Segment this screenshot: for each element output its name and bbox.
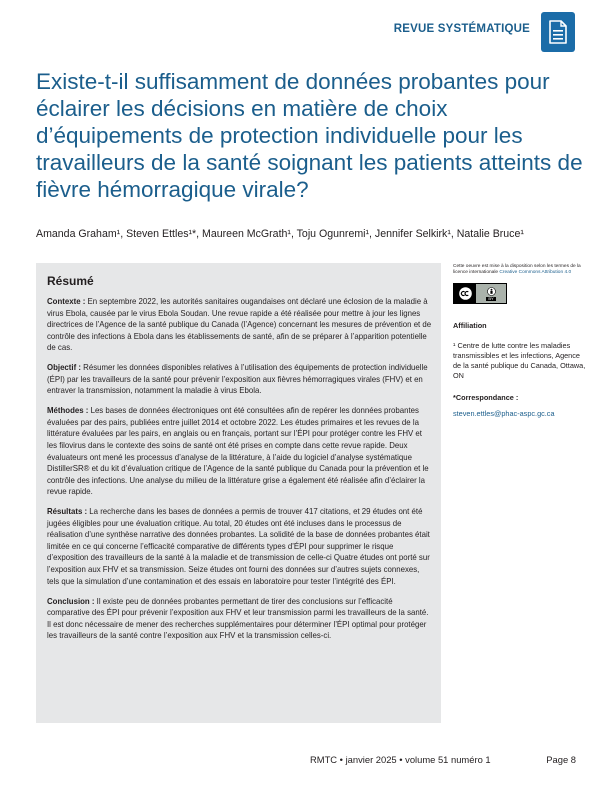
abstract-methods [47, 405, 432, 497]
footer-journal-info: RMTC • janvier 2025 • volume 51 numéro 1 [310, 754, 491, 765]
document-icon [549, 20, 567, 44]
abstract-conclusion [47, 596, 432, 642]
correspondence-heading: *Correspondance : [453, 393, 519, 403]
section-label-objective: Objectif : [47, 363, 81, 373]
section-label-conclusion: Conclusion : [47, 596, 95, 606]
page-number: Page 8 [546, 754, 576, 765]
cc-by-label: BY [488, 295, 494, 301]
abstract-results [47, 506, 432, 587]
section-text-context: En septembre 2022, les autorités sanitaires ougandaises ont déclaré une éclosion de la maladie à virus Ebola, causée par le virus Ebola Soudan. Une revue rapide a été réalisée pour mettre à jour les lignes directrices de l’Agence de la santé publique du Canada (l’Agence) concernant les mesures de prévention et de contrôle des infections à Ebola dans les établissements de santé, afin de se préparer à l’apparition potentielle de cas. [47, 297, 432, 353]
section-text-results: La recherche dans les bases de données a permis de trouver 417 citations, et 29 études ont été jugées éligibles pour une évaluation critique. Au total, 20 études ont été incluses dans le processus de réalisation d’une synthèse narrative des données probantes. La solidité de la base de données probantes était limitée en ce qui concerne l’efficacité comparative de différents types d’ÉPI pour supprimer le risque d’exposition des travailleurs de la santé à la maladie et de transmission de celle-ci Quatre études ont porté sur l’exposition aux FHV et sa transmission. Seize études ont fourni des données sur d’autres sujets connexes, tels que la simulation d’une contamination et des essais en laboratoire pour tester l’intégrité des ÉPI. [47, 507, 430, 586]
section-label-methods: Méthodes : [47, 406, 89, 416]
abstract-context [47, 296, 432, 354]
author-list: Amanda Graham¹, Steven Ettles¹*, Maureen McGrath¹, Toju Ogunremi¹, Jennifer Selkirk¹, Natalie Bruce¹ [36, 228, 524, 240]
abstract-heading: Résumé [47, 274, 94, 288]
license-text: Cette oeuvre est mise à la disposition selon les termes de la licence internationale [453, 264, 581, 276]
cc-icon [454, 284, 476, 303]
abstract-objective [47, 362, 432, 397]
cc-by-badge[interactable] [453, 283, 507, 304]
affiliation-text: ¹ Centre de lutte contre les maladies transmissibles et les infections, Agence de la santé publique du Canada, Ottawa, ON [453, 341, 586, 381]
article-title: Existe-t-il suffisamment de données probantes pour éclairer les décisions en matière de choix d’équipements de protection individuelle pour les travailleurs de la santé soignant les patients atteints de fièvre hémorragique virale? [36, 69, 583, 202]
document-badge [541, 12, 575, 52]
correspondence-email-link[interactable]: steven.ettles@phac-aspc.gc.ca [453, 409, 555, 419]
abstract-box [36, 263, 441, 723]
section-text-conclusion: Il existe peu de données probantes permettant de tirer des conclusions sur l’efficacité comparative des ÉPI pour prévenir l’exposition aux FHV et leur transmission parmi les travailleurs de la santé. Il est donc nécessaire de mener des recherches supplémentaires pour déterminer l’ÉPI optimal pour protéger les travailleurs de la santé contre l’exposition aux FHV et la transmission celles-ci. [47, 596, 429, 641]
license-link[interactable]: Creative Commons Attribution 4.0 [499, 270, 572, 276]
attribution-icon [476, 284, 506, 303]
affiliation-heading: Affiliation [453, 321, 487, 331]
license-notice [453, 264, 588, 276]
section-label: REVUE SYSTÉMATIQUE [393, 23, 530, 35]
sidebar [453, 264, 588, 419]
section-label-context: Contexte : [47, 297, 86, 306]
section-text-methods: Les bases de données électroniques ont été consultées afin de repérer les données probantes évaluées par des pairs, publiées entre juillet 2014 et octobre 2022. Les études primaires et les revues de la littérature évaluées par les pairs, en anglais ou en français, portant sur l’ÉPI pour protéger contre les FHV et les filovirus dans le contexte des soins de santé ont été prises en compte dans cette revue rapide. Deux évaluateurs ont mené les processus d’analyse de la littérature, à l’aide du logiciel d’analyse systématique DistillerSR® et du kit d’évaluation critique de l’Agence de la santé publique du Canada pour la prévention et le contrôle des infections. Une analyse du milieu de la littérature grise a également été réalisée afin d’éclairer la revue rapide. [47, 406, 429, 497]
section-text-objective: Résumer les données disponibles relatives à l’utilisation des équipements de protection individuelle (ÉPI) par les travailleurs de la santé pour prévenir l’exposition aux fièvres hémorragiques virales (FHV) et en entraver la transmission, notamment la maladie à virus Ebola. [47, 363, 428, 396]
section-label-results: Résultats : [47, 507, 88, 517]
